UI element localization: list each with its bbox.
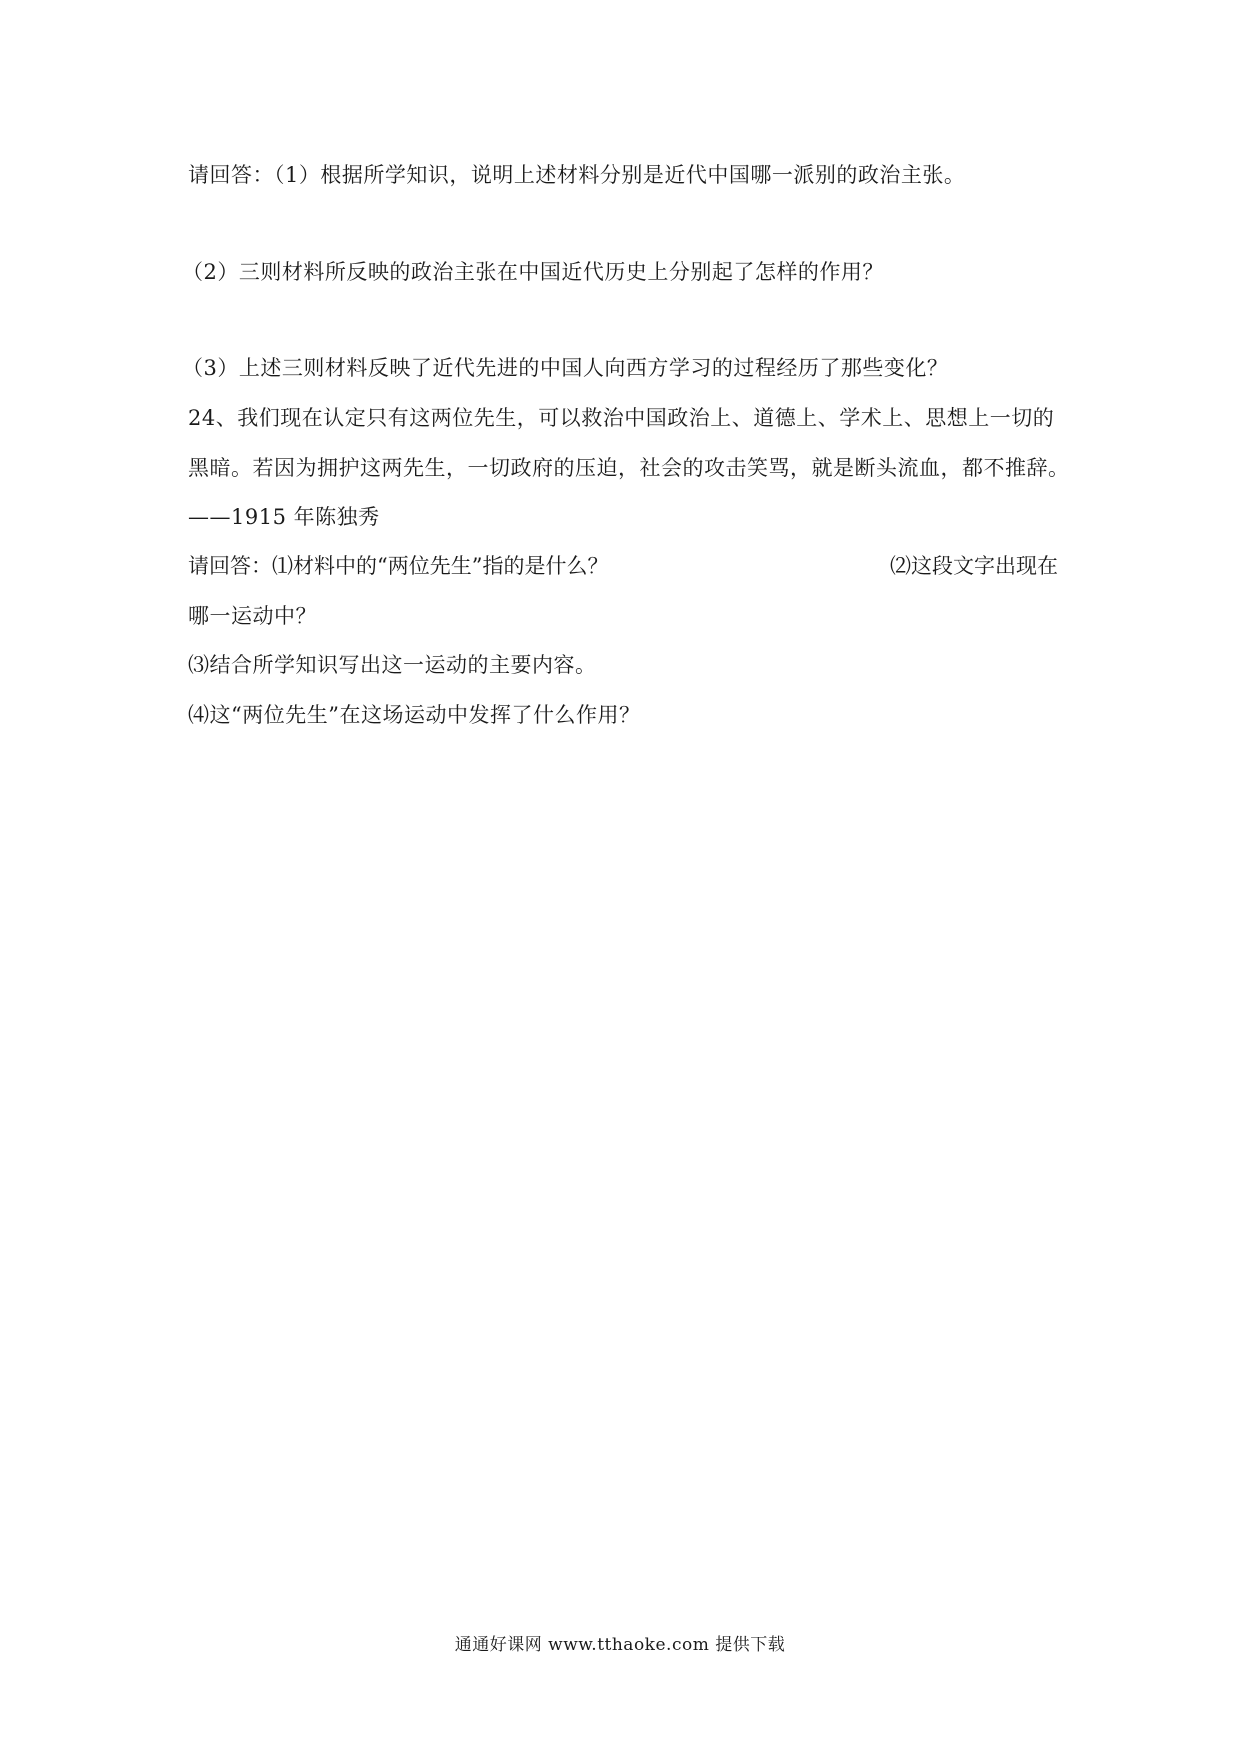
q24-stem-line-1: 24、我们现在认定只有这两位先生，可以救治中国政治上、道德上、学术上、思想上一切的 [188,406,1055,430]
q24-answer-prompt-q1: 请回答：⑴材料中的“两位先生”指的是什么？ [188,554,609,578]
q24-question-1-row [188,551,1058,581]
q24-question-2-part-2: 哪一运动中？ [188,604,317,628]
page-footer: 通通好课网 www.tthaoke.com 提供下载 [454,1635,786,1655]
q24-question-3: ⑶结合所学知识写出这一运动的主要内容。 [188,653,597,677]
q24-question-2-part-1: ⑵这段文字出现在 [890,554,1058,578]
q23-sub-question-2: （2）三则材料所反映的政治主张在中国近代历史上分别起了怎样的作用？ [182,260,884,284]
q23-answer-prompt-1: 请回答：（1）根据所学知识，说明上述材料分别是近代中国哪一派别的政治主张。 [188,163,966,187]
q24-source-attribution: ——1915 年陈独秀 [188,505,380,529]
q24-stem-line-2: 黑暗。若因为拥护这两先生，一切政府的压迫，社会的攻击笑骂，就是断头流血，都不推辞。 [188,456,1070,480]
q24-question-4: ⑷这“两位先生”在这场运动中发挥了什么作用？ [188,703,641,727]
q23-sub-question-3: （3）上述三则材料反映了近代先进的中国人向西方学习的过程经历了那些变化？ [182,356,949,380]
